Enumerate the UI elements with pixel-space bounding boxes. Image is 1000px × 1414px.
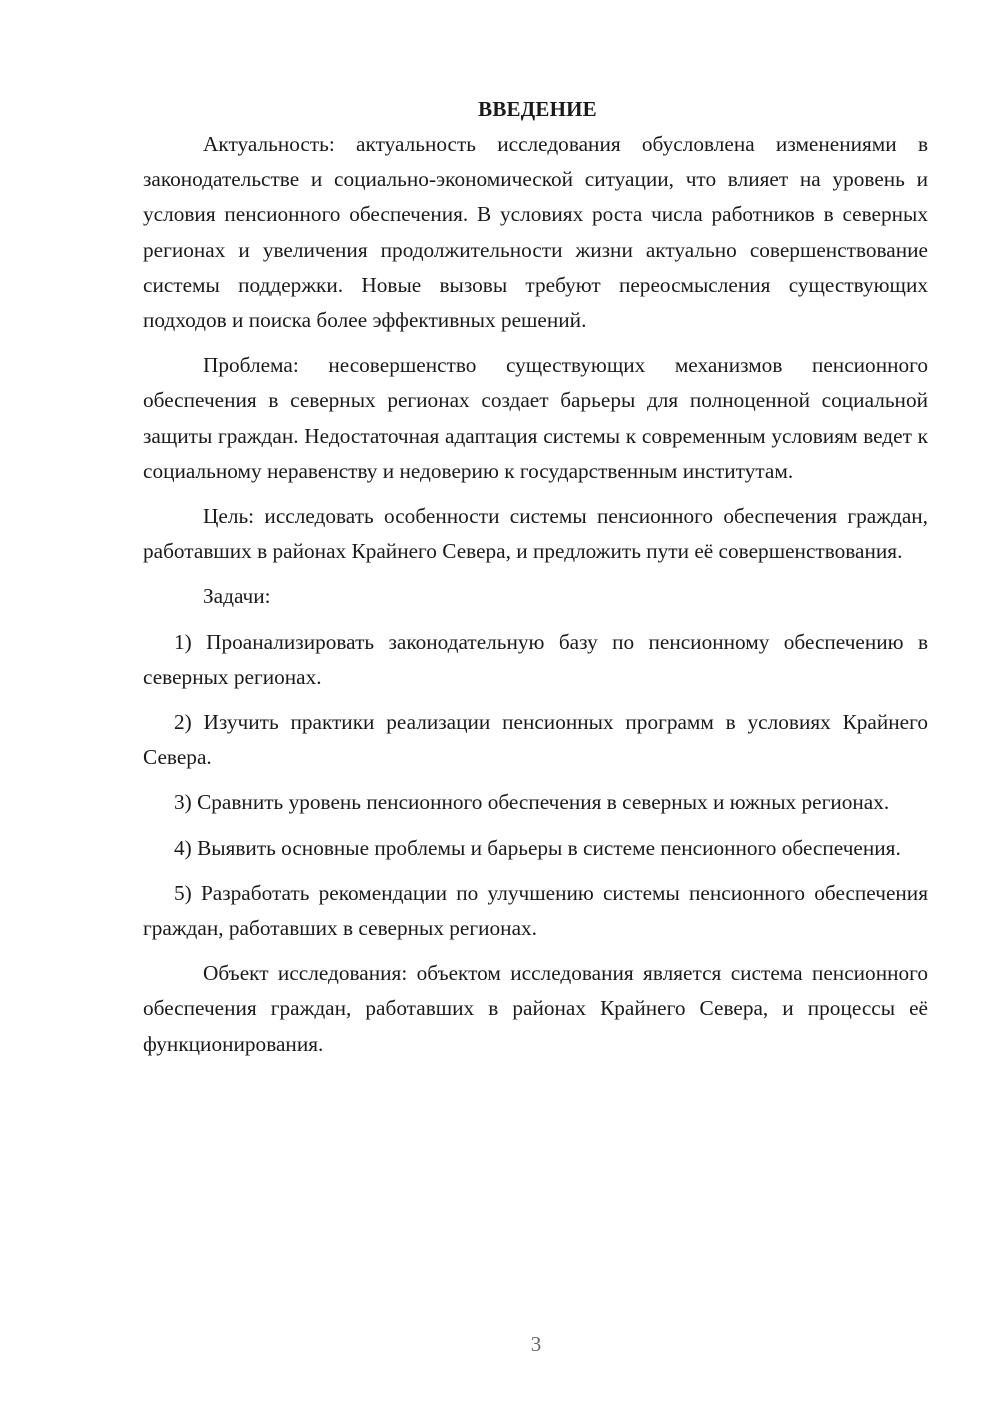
task-item: 4) Выявить основные проблемы и барьеры в системе пенсионного обеспечения. [174,835,901,860]
paragraph-object: Объект исследования: объектом исследования является система пенсионного обеспечения граждан, работавших в районах Крайнего Севера, и процессы её функционирования. [143,961,928,1056]
paragraph-goal: Цель: исследовать особенности системы пенсионного обеспечения граждан, работавших в районах Крайнего Севера, и предложить пути её совершенствования. [143,504,928,564]
paragraph-relevance: Актуальность: актуальность исследования обусловлена изменениями в законодательстве и социально-экономической ситуации, что влияет на уровень и условия пенсионного обеспечения. В условиях роста числа работников в северных регионах и увеличения продолжительности жизни актуально совершенствование системы поддержки. Новые вызовы требуют переосмысления существующих подходов и поиска более эффективных решений. [143,132,928,333]
page-number: 3 [530,1332,542,1356]
task-item: 1) Проанализировать законодательную базу по пенсионному обеспечению в северных регионах. [143,629,928,689]
task-list [143,625,928,947]
task-item: 3) Сравнить уровень пенсионного обеспечения в северных и южных регионах. [174,790,890,815]
task-item: 5) Разработать рекомендации по улучшению системы пенсионного обеспечения граждан, работавших в северных регионах. [143,880,928,941]
section-heading: ВВЕДЕНИЕ [478,97,597,121]
document-page [143,92,928,1072]
tasks-label: Задачи: [203,584,271,609]
paragraph-problem: Проблема: несовершенство существующих механизмов пенсионного обеспечения в северных регионах создает барьеры для полноценной социальной защиты граждан. Недостаточная адаптация системы к современным условиям ведет к социальному неравенству и недоверию к государственным институтам. [143,353,928,483]
task-item: 2) Изучить практики реализации пенсионных программ в условиях Крайнего Севера. [143,710,928,770]
